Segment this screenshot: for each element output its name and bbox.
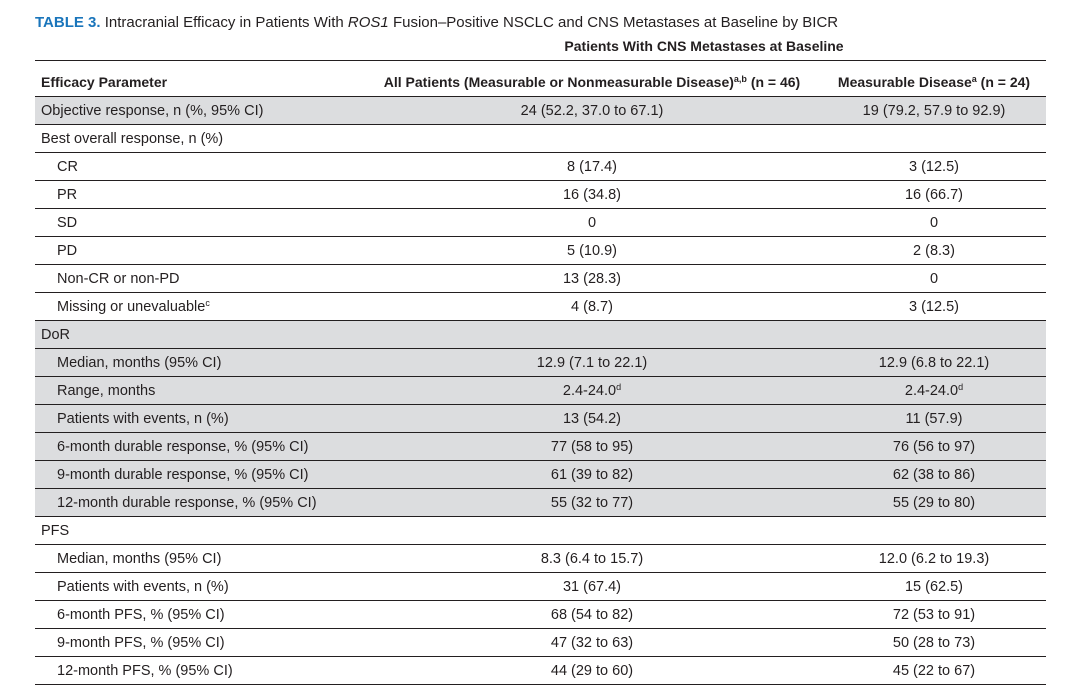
- measurable-value: [822, 321, 1046, 349]
- measurable-value: 0: [822, 209, 1046, 237]
- table-row: [35, 153, 1046, 181]
- measurable-value: 12.0 (6.2 to 19.3): [822, 545, 1046, 573]
- all-patients-value: 44 (29 to 60): [362, 657, 822, 685]
- table-row: [35, 349, 1046, 377]
- table-row: [35, 545, 1046, 573]
- measurable-value: 0: [822, 265, 1046, 293]
- table-row: [35, 321, 1046, 349]
- measurable-value: 11 (57.9): [822, 405, 1046, 433]
- measurable-value: 50 (28 to 73): [822, 629, 1046, 657]
- table-row: [35, 573, 1046, 601]
- row-label: PD: [35, 237, 362, 265]
- row-label: 9-month durable response, % (95% CI): [35, 461, 362, 489]
- efficacy-table: [35, 68, 1046, 685]
- caption-text-before: Intracranial Efficacy in Patients With: [104, 14, 344, 31]
- table-row: [35, 657, 1046, 685]
- all-patients-n: (n = 46): [750, 74, 801, 90]
- table-row: [35, 125, 1046, 153]
- column-header-parameter: Efficacy Parameter: [35, 68, 362, 97]
- measurable-value: 19 (79.2, 57.9 to 92.9): [822, 97, 1046, 125]
- table-row: [35, 629, 1046, 657]
- row-label: Missing or unevaluable$^c$: [35, 293, 362, 321]
- measurable-value: [822, 125, 1046, 153]
- measurable-value: 15 (62.5): [822, 573, 1046, 601]
- measurable-n: (n = 24): [980, 74, 1031, 90]
- table-row: [35, 377, 1046, 405]
- measurable-value: [822, 517, 1046, 545]
- all-patients-label: All Patients (Measurable or Nonmeasurable Disease): [383, 74, 734, 90]
- row-label: PR: [35, 181, 362, 209]
- measurable-label: Measurable Disease: [837, 74, 972, 90]
- all-patients-value: 2.4-24.0$^d$: [362, 377, 822, 405]
- column-header-measurable: [822, 68, 1046, 97]
- measurable-value: 55 (29 to 80): [822, 489, 1046, 517]
- measurable-value: 16 (66.7): [822, 181, 1046, 209]
- all-patients-value: 31 (67.4): [362, 573, 822, 601]
- row-label: DoR: [35, 321, 362, 349]
- table-caption: [35, 14, 838, 31]
- all-patients-footnote: a,b: [733, 74, 747, 84]
- all-patients-value: [362, 125, 822, 153]
- measurable-footnote: a: [971, 74, 977, 84]
- row-label: Best overall response, n (%): [35, 125, 362, 153]
- row-label: 9-month PFS, % (95% CI): [35, 629, 362, 657]
- table-row: [35, 181, 1046, 209]
- measurable-value: 2.4-24.0$^d$: [822, 377, 1046, 405]
- table-row: [35, 489, 1046, 517]
- table-row: [35, 601, 1046, 629]
- table-row: [35, 517, 1046, 545]
- all-patients-value: 4 (8.7): [362, 293, 822, 321]
- spanning-header: Patients With CNS Metastases at Baseline: [564, 38, 844, 54]
- caption-gene: ROS1: [347, 14, 389, 31]
- all-patients-value: 24 (52.2, 37.0 to 67.1): [362, 97, 822, 125]
- all-patients-value: 68 (54 to 82): [362, 601, 822, 629]
- row-label: Range, months: [35, 377, 362, 405]
- row-label: SD: [35, 209, 362, 237]
- table-row: [35, 293, 1046, 321]
- all-patients-value: 13 (28.3): [362, 265, 822, 293]
- table-row: [35, 433, 1046, 461]
- table-row: [35, 209, 1046, 237]
- table-row: [35, 265, 1046, 293]
- all-patients-value: 13 (54.2): [362, 405, 822, 433]
- measurable-value: 72 (53 to 91): [822, 601, 1046, 629]
- table-top-rule: [35, 60, 1046, 61]
- measurable-value: 62 (38 to 86): [822, 461, 1046, 489]
- all-patients-value: 0: [362, 209, 822, 237]
- table-row: [35, 405, 1046, 433]
- row-label: Objective response, n (%, 95% CI): [35, 97, 362, 125]
- measurable-value: 3 (12.5): [822, 293, 1046, 321]
- table-number: TABLE 3.: [35, 14, 101, 31]
- all-patients-value: 12.9 (7.1 to 22.1): [362, 349, 822, 377]
- column-header-row: [35, 68, 1046, 97]
- all-patients-value: 47 (32 to 63): [362, 629, 822, 657]
- table-row: [35, 97, 1046, 125]
- row-label: Non-CR or non-PD: [35, 265, 362, 293]
- row-label: Median, months (95% CI): [35, 349, 362, 377]
- all-patients-value: 8.3 (6.4 to 15.7): [362, 545, 822, 573]
- measurable-value: 3 (12.5): [822, 153, 1046, 181]
- all-patients-value: 8 (17.4): [362, 153, 822, 181]
- all-patients-value: 16 (34.8): [362, 181, 822, 209]
- row-label: 6-month durable response, % (95% CI): [35, 433, 362, 461]
- all-patients-value: [362, 517, 822, 545]
- measurable-value: 76 (56 to 97): [822, 433, 1046, 461]
- row-label: Median, months (95% CI): [35, 545, 362, 573]
- row-label: CR: [35, 153, 362, 181]
- measurable-value: 45 (22 to 67): [822, 657, 1046, 685]
- table-row: [35, 461, 1046, 489]
- caption-text-after: Fusion–Positive NSCLC and CNS Metastases at Baseline by BICR: [392, 14, 839, 31]
- row-label: 12-month durable response, % (95% CI): [35, 489, 362, 517]
- row-label: Patients with events, n (%): [35, 405, 362, 433]
- all-patients-value: 55 (32 to 77): [362, 489, 822, 517]
- measurable-value: 2 (8.3): [822, 237, 1046, 265]
- row-label: 6-month PFS, % (95% CI): [35, 601, 362, 629]
- row-label: Patients with events, n (%): [35, 573, 362, 601]
- column-header-all-patients: [362, 68, 822, 97]
- all-patients-value: 5 (10.9): [362, 237, 822, 265]
- all-patients-value: 77 (58 to 95): [362, 433, 822, 461]
- row-label: PFS: [35, 517, 362, 545]
- row-label: 12-month PFS, % (95% CI): [35, 657, 362, 685]
- all-patients-value: [362, 321, 822, 349]
- table-row: [35, 237, 1046, 265]
- all-patients-value: 61 (39 to 82): [362, 461, 822, 489]
- measurable-value: 12.9 (6.8 to 22.1): [822, 349, 1046, 377]
